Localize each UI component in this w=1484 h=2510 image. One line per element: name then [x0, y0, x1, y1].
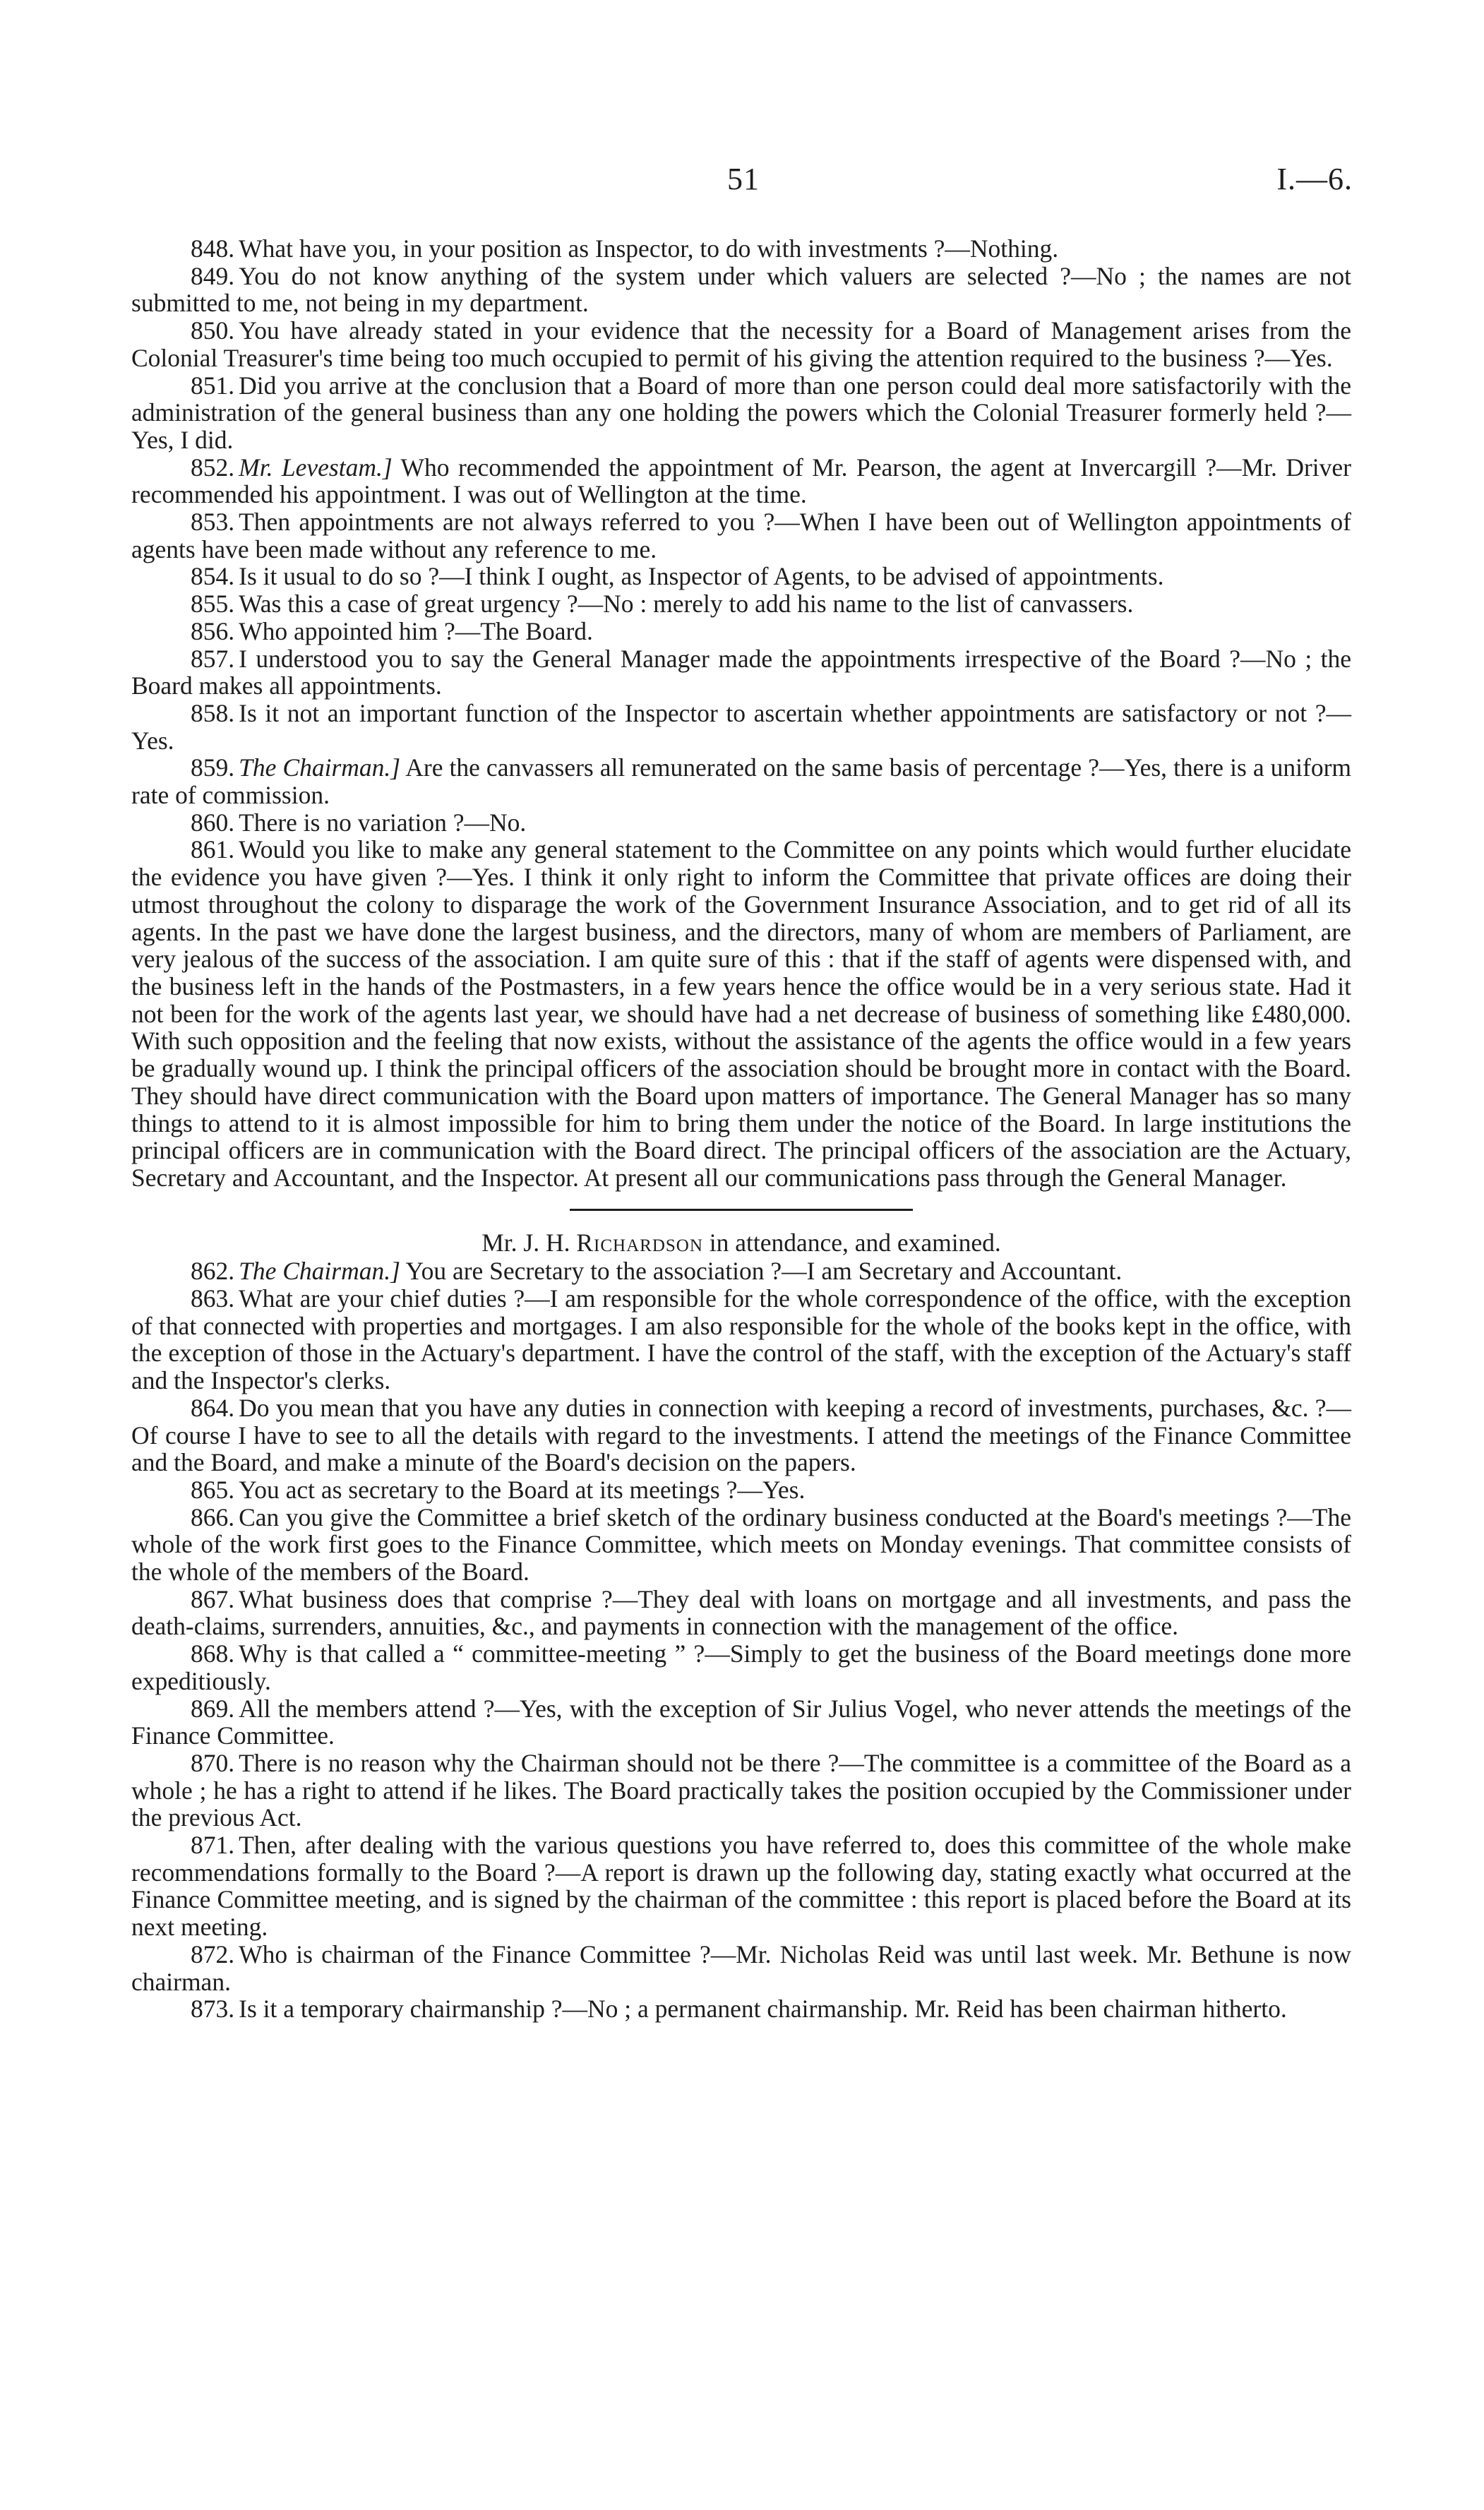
question-paragraph	[131, 809, 1351, 837]
witness-name: Richardson	[576, 1228, 703, 1257]
question-number: 872.	[191, 1940, 235, 1968]
question-text: Is it usual to do so ?—I think I ought, as Inspector of Agents, to be advised of appointments.	[239, 562, 1164, 591]
question-text: All the members attend ?—Yes, with the exception of Sir Julius Vogel, who never attends the meetings of the Finance Committee.	[131, 1694, 1351, 1750]
question-paragraph	[131, 1586, 1351, 1640]
question-text: Who recommended the appointment of Mr. Pearson, the agent at Invercargill ?—Mr. Driver recommended his appointment. I was out of Wellington at the time.	[131, 453, 1351, 509]
question-text: Who appointed him ?—The Board.	[239, 616, 593, 645]
question-number: 866.	[191, 1502, 235, 1531]
question-number: 851.	[191, 371, 235, 400]
page-number: 51	[727, 162, 760, 196]
question-paragraph	[131, 1476, 1351, 1504]
question-number: 869.	[191, 1694, 235, 1723]
question-paragraph	[131, 372, 1351, 454]
question-paragraph	[131, 645, 1351, 700]
question-text: You do not know anything of the system under which valuers are selected ?—No ; the names are not submitted to me, not being in my department.	[131, 261, 1351, 318]
question-paragraph	[131, 263, 1351, 317]
question-paragraph	[131, 235, 1351, 263]
paper-reference: I.—6.	[1276, 162, 1353, 196]
witness-suffix: in attendance, and examined.	[709, 1228, 1001, 1257]
question-text: You have already stated in your evidence that the necessity for a Board of Management arises from the Colonial Treasurer's time being too much occupied to permit of his giving the attention required to the business ?—Yes.	[131, 316, 1351, 372]
question-paragraph	[131, 836, 1351, 1191]
question-number: 863.	[191, 1284, 235, 1313]
question-text: Is it a temporary chairmanship ?—No ; a permanent chairmanship. Mr. Reid has been chairman hitherto.	[239, 1995, 1287, 2024]
question-text: Is it not an important function of the Inspector to ascertain whether appointments are satisfactory or not ?—Yes.	[131, 698, 1351, 755]
question-number: 865.	[191, 1475, 235, 1504]
question-number: 855.	[191, 590, 235, 618]
question-paragraph	[131, 754, 1351, 808]
question-text: You are Secretary to the association ?—I am Secretary and Accountant.	[405, 1257, 1123, 1286]
question-number: 853.	[191, 508, 235, 537]
question-text: Did you arrive at the conclusion that a Board of more than one person could deal more satisfactorily with the administration of the general business than any one holding the powers which the Colonial Treasurer formerly held ?—Yes, I did.	[131, 371, 1351, 454]
question-number: 854.	[191, 562, 235, 591]
question-paragraph	[131, 590, 1351, 618]
question-text: Was this a case of great urgency ?—No : merely to add his name to the list of canvassers.	[239, 590, 1134, 618]
question-text: Can you give the Committee a brief sketch of the ordinary business conducted at the Board's meetings ?—The whole of the work first goes to the Finance Committee, which meets on Monday evenings. That committee consists of the whole of the members of the Board.	[131, 1502, 1351, 1586]
question-text: Then, after dealing with the various questions you have referred to, does this committee of the whole make recommendations formally to the Board ?—A report is drawn up the following day, stating exactly what occurred at the Finance Committee meeting, and is signed by the chairman of the committee : this report is placed before the Board at its next meeting.	[131, 1831, 1351, 1942]
question-text: What are your chief duties ?—I am responsible for the whole correspondence of the office, with the exception of that connected with properties and mortgages. I am also responsible for the whole of the books kept in the office, with the exception of those in the Actuary's department. I have the control of the staff, with the exception of the Actuary's staff and the Inspector's clerks.	[131, 1284, 1351, 1395]
question-number: 867.	[191, 1584, 235, 1613]
question-paragraph	[131, 1640, 1351, 1695]
question-text: There is no variation ?—No.	[239, 808, 527, 837]
question-paragraph	[131, 700, 1351, 754]
question-paragraph	[131, 1394, 1351, 1476]
section-divider	[570, 1209, 913, 1211]
speaker-label: Mr. Levestam.]	[239, 453, 393, 482]
question-paragraph	[131, 1941, 1351, 1995]
question-number: 850.	[191, 316, 235, 345]
question-number: 868.	[191, 1639, 235, 1668]
question-number: 859.	[191, 753, 235, 782]
testimony-section-2	[131, 1257, 1351, 2023]
speaker-label: The Chairman.]	[239, 753, 401, 782]
question-number: 860.	[191, 808, 235, 837]
question-paragraph	[131, 454, 1351, 508]
question-text: There is no reason why the Chairman should not be there ?—The committee is a committee of the Board as a whole ; he has a right to attend if he likes. The Board practically takes the position occupied by the Commissioner under the previous Act.	[131, 1748, 1351, 1832]
question-text: Are the canvassers all remunerated on the same basis of percentage ?—Yes, there is a uniform rate of commission.	[131, 753, 1352, 810]
question-number: 864.	[191, 1393, 235, 1422]
witness-prefix: Mr. J. H.	[481, 1228, 570, 1257]
document-body	[131, 235, 1351, 2023]
question-paragraph	[131, 1750, 1351, 1831]
question-paragraph	[131, 1504, 1351, 1586]
question-paragraph	[131, 563, 1351, 590]
question-number: 870.	[191, 1748, 235, 1777]
speaker-label: The Chairman.]	[239, 1257, 400, 1286]
question-text: Do you mean that you have any duties in connection with keeping a record of investments, purchases, &c. ?—Of course I have to see to all the details with regard to the investments. I attend the meetings of the Finance Committee and the Board, and make a minute of the Board's decision on the papers.	[131, 1393, 1351, 1477]
question-text: I understood you to say the General Manager made the appointments irrespective of the Board ?—No ; the Board makes all appointments.	[131, 644, 1351, 700]
question-number: 852.	[191, 453, 235, 482]
question-number: 862.	[191, 1257, 235, 1286]
question-text: What business does that comprise ?—They deal with loans on mortgage and all investments, and pass the death-claims, surrenders, annuities, &c., and payments in connection with the management of the office.	[131, 1584, 1351, 1641]
question-paragraph	[131, 317, 1351, 371]
question-number: 861.	[191, 835, 235, 864]
question-number: 871.	[191, 1831, 235, 1860]
question-number: 849.	[191, 261, 235, 290]
question-text: Who is chairman of the Finance Committee ?—Mr. Nicholas Reid was until last week. Mr. Bethune is now chairman.	[131, 1940, 1351, 1996]
question-paragraph	[131, 1695, 1351, 1750]
question-number: 857.	[191, 644, 235, 673]
question-text: Then appointments are not always referred to you ?—When I have been out of Wellington appointments of agents have been made without any reference to me.	[131, 508, 1351, 563]
witness-heading	[131, 1229, 1351, 1257]
question-text: Why is that called a “ committee-meeting ” ?—Simply to get the business of the Board meetings done more expeditiously.	[131, 1639, 1351, 1695]
question-text: You act as secretary to the Board at its meetings ?—Yes.	[239, 1475, 806, 1504]
question-number: 858.	[191, 698, 235, 727]
question-paragraph	[131, 1257, 1351, 1285]
question-paragraph	[131, 1995, 1351, 2023]
page-header	[0, 161, 1484, 210]
question-number: 848.	[191, 234, 235, 263]
question-paragraph	[131, 618, 1351, 645]
question-text: What have you, in your position as Inspector, to do with investments ?—Nothing.	[239, 234, 1059, 263]
question-text: Would you like to make any general statement to the Committee on any points which would further elucidate the evidence you have given ?—Yes. I think it only right to inform the Committee that private offices are doing their utmost throughout the colony to disparage the work of the Government Insurance Association, and to get rid of all its agents. In the past we have done the largest business, and the directors, many of whom are members of Parliament, are very jealous of the success of the association. I am quite sure of this : that if the staff of agents were dispensed with, and the business left in the hands of the Postmasters, in a few years hence the office would be in a very serious state. Had it not been for the work of the agents last year, we should have had a net decrease of business of something like £480,000. With such opposition and the feeling that now exists, without the assistance of the agents the office would in a few years be gradually wound up. I think the principal officers of the association should be brought more in contact with the Board. They should have direct communication with the Board upon matters of importance. The General Manager has so many things to attend to it is almost impossible for him to bring them under the notice of the Board. In large institutions the principal officers are in communication with the Board direct. The principal officers of the association are the Actuary, Secretary and Accountant, and the Inspector. At present all our communications pass through the General Manager.	[131, 835, 1351, 1192]
question-paragraph	[131, 508, 1351, 563]
question-number: 856.	[191, 616, 235, 645]
question-paragraph	[131, 1831, 1351, 1941]
testimony-section-1	[131, 235, 1351, 1192]
question-number: 873.	[191, 1995, 235, 2024]
question-paragraph	[131, 1285, 1351, 1394]
